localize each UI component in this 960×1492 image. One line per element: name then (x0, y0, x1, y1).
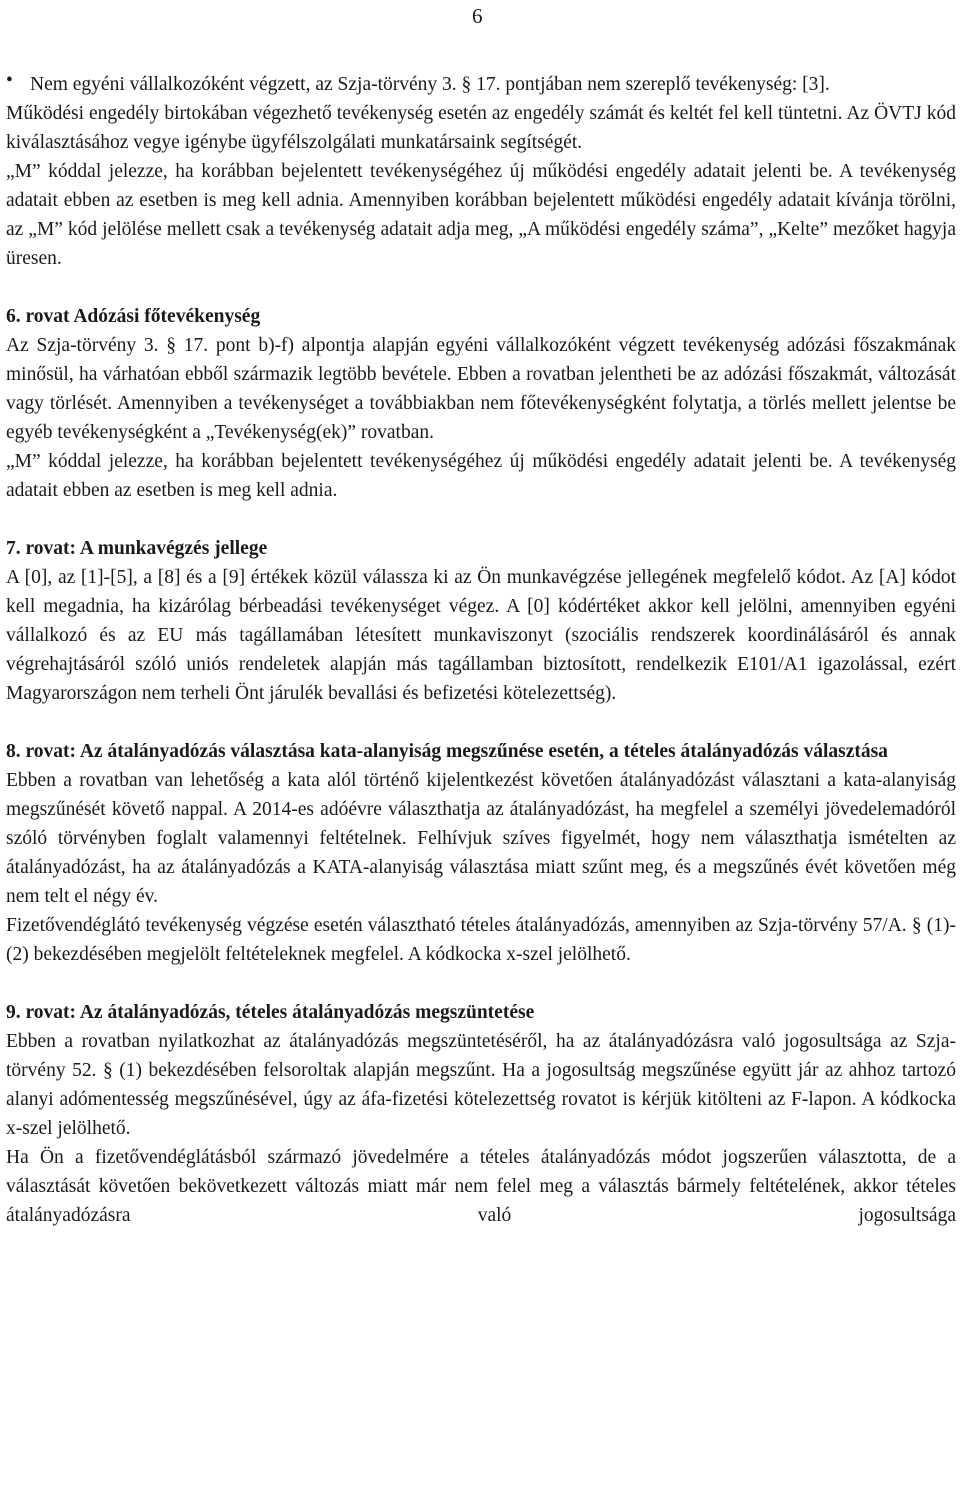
bullet-text: Nem egyéni vállalkozóként végzett, az Szja-törvény 3. § 17. pontjában nem szereplő tevékenység: [3]. (30, 74, 830, 95)
paragraph: Fizetővendéglátó tevékenység végzése esetén választható tételes átalányadózás, amennyiben az Szja-törvény 57/A. § (1)-(2) bekezdésében megjelölt feltételeknek megfelel. A kódkocka x-szel jelölhető. (6, 915, 956, 965)
paragraph: Ebben a rovatban nyilatkozhat az átalányadózás megszüntetéséről, ha az átalányadózásra való jogosultsága az Szja-törvény 52. § (1) bekezdésében felsoroltak alapján megszűnt. Ha a jogosultság megszűnése együtt jár az ahhoz tartozó alanyi adómentesség megszűnésével, úgy az áfa-fizetési kötelezettség rovatot is kérjük kitölteni az F-lapon. A kódkocka x-szel jelölhető. (6, 1031, 956, 1139)
paragraph: „M” kóddal jelezze, ha korábban bejelentett tevékenységéhez új működési engedély adatait jelenti be. A tevékenység adatait ebben az esetben is meg kell adnia. Amennyiben korábban bejelentett működési engedély adatait kívánja törölni, az „M” kód jelölése mellett csak a tevékenység adatait adja meg, „A működési engedély száma”, „Kelte” mezőket hagyja üresen. (6, 161, 956, 269)
page-number: 6 (472, 4, 483, 28)
section-heading-6: 6. rovat Adózási főtevékenység (6, 306, 261, 327)
paragraph: „M” kóddal jelezze, ha korábban bejelentett tevékenységéhez új működési engedély adatait jelenti be. A tevékenység adatait ebben az esetben is meg kell adnia. (6, 451, 956, 501)
section-heading-9: 9. rovat: Az átalányadózás, tételes átalányadózás megszüntetése (6, 1002, 535, 1023)
paragraph: Működési engedély birtokában végezhető tevékenység esetén az engedély számát és keltét fel kell tüntetni. Az ÖVTJ kód kiválasztásához vegye igénybe ügyfélszolgálati munkatársaink segítségét. (6, 103, 956, 153)
page-content (6, 70, 956, 1230)
section-heading-7: 7. rovat: A munkavégzés jellege (6, 538, 268, 559)
section-heading-8: 8. rovat: Az átalányadózás választása kata-alanyiság megszűnése esetén, a tételes átalányadózás választása (6, 741, 888, 762)
paragraph: A [0], az [1]-[5], a [8] és a [9] értékek közül válassza ki az Ön munkavégzése jellegének megfelelő kódot. Az [A] kódot kell megadnia, ha kizárólag bérbeadási tevékenységet végez. A [0] kódértéket akkor kell jelölni, amennyiben egyéni vállalkozó és az EU más tagállamában létesített munkaviszonyt (szociális rendszerek koordinálásáról és annak végrehajtásáról szóló uniós rendeletek alapján más tagállamban biztosított, rendelkezik E101/A1 igazolással, ezért Magyarországon nem terheli Önt járulék bevallási és befizetési kötelezettség). (6, 567, 956, 704)
paragraph: Ha Ön a fizetővendéglátásból származó jövedelmére a tételes átalányadózás módot jogszerűen választotta, de a választását követően bekövetkezett változás miatt már nem felel meg a választás bármely feltételének, akkor tételes átalányadózásra való jogosultsága (6, 1147, 956, 1226)
paragraph: Ebben a rovatban van lehetőség a kata alól történő kijelentkezést követően átalányadózást választani a kata-alanyiság megszűnését követő nappal. A 2014-es adóévre választhatja az átalányadózást, ha megfelel a személyi jövedelemadóról szóló törvényben foglalt valamennyi feltételnek. Felhívjuk szíves figyelmét, hogy nem választhatja ismételten az átalányadózást, ha az átalányadózás a KATA-alanyiság választása miatt szűnt meg, és a megszűnés évét követően még nem telt el négy év. (6, 770, 956, 907)
bullet-item (6, 70, 956, 99)
bullet-dot-icon: • (6, 70, 13, 91)
paragraph: Az Szja-törvény 3. § 17. pont b)-f) alpontja alapján egyéni vállalkozóként végzett tevékenység adózási főszakmának minősül, ha várhatóan ebből származik legtöbb bevétele. Ebben a rovatban jelentheti be az adózási főszakmát, változását vagy törlését. Amennyiben a tevékenységet a továbbiakban nem főtevékenységként folytatja, a törlés mellett jelentse be egyéb tevékenységként a „Tevékenység(ek)” rovatban. (6, 335, 956, 443)
